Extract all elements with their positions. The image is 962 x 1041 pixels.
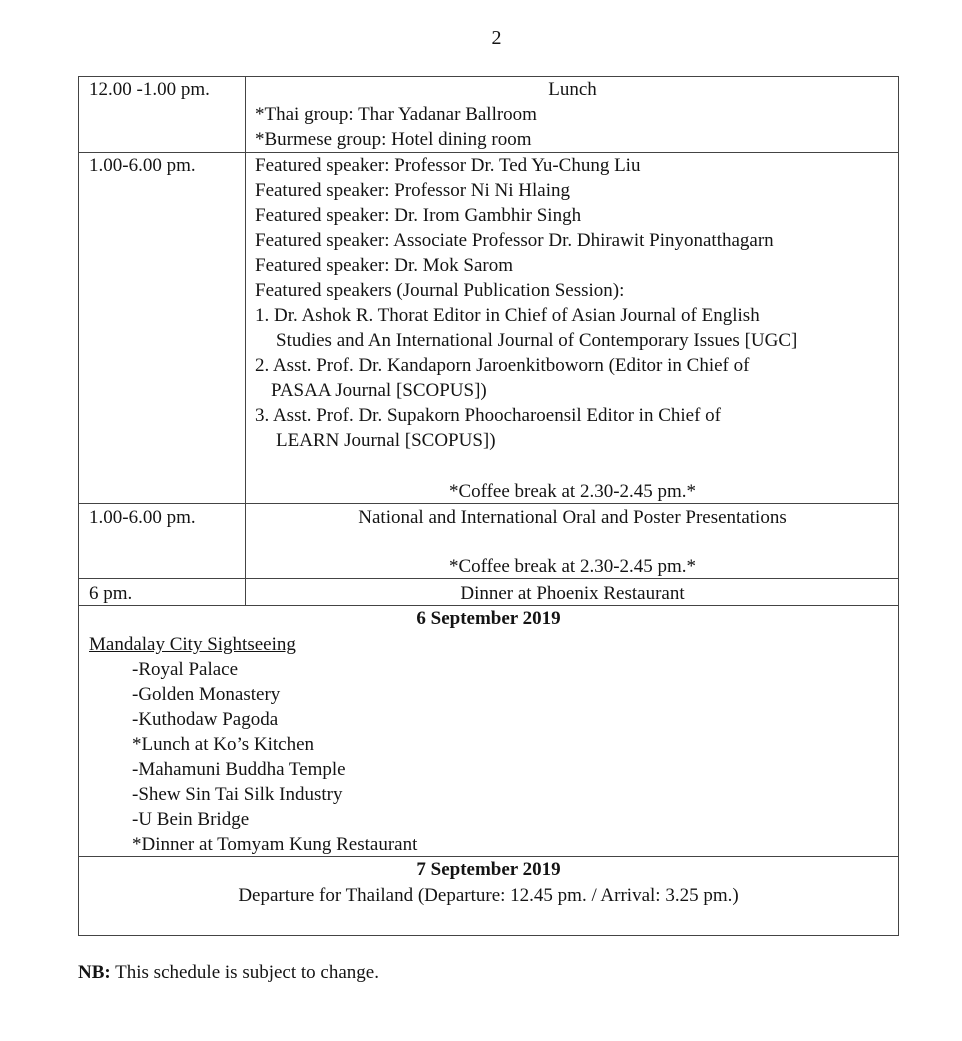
list-item: -Golden Monastery (132, 684, 281, 705)
note-label: NB: (78, 962, 111, 983)
note-text: This schedule is subject to change. (110, 962, 379, 983)
schedule-note (78, 960, 379, 985)
list-item: -Shew Sin Tai Silk Industry (132, 784, 343, 805)
journal-speaker-line: PASAA Journal [SCOPUS]) (271, 380, 487, 401)
detail-line: *Thai group: Thar Yadanar Ballroom (255, 104, 537, 125)
page-number: 2 (491, 27, 502, 49)
sightseeing-block (89, 632, 417, 857)
time-cell: 6 pm. (89, 583, 133, 604)
list-item: -Kuthodaw Pagoda (132, 709, 279, 730)
speaker-line: Featured speaker: Dr. Mok Sarom (255, 255, 514, 276)
journal-speaker-line: 3. Asst. Prof. Dr. Supakorn Phoocharoensil Editor in Chief of (255, 405, 721, 426)
list-item: -Royal Palace (132, 659, 239, 680)
journal-speaker-line: Studies and An International Journal of Contemporary Issues [UGC] (276, 330, 798, 351)
speaker-list (255, 153, 797, 453)
time-cell: 12.00 -1.00 pm. (89, 79, 210, 100)
session-title: Lunch (548, 79, 597, 100)
list-item: -U Bein Bridge (132, 809, 250, 830)
departure-text: Departure for Thailand (Departure: 12.45 pm. / Arrival: 3.25 pm.) (238, 885, 739, 906)
session-details (255, 102, 537, 152)
speaker-line: Featured speakers (Journal Publication Session): (255, 280, 625, 301)
sightseeing-list (89, 657, 417, 857)
speaker-line: Featured speaker: Dr. Irom Gambhir Singh (255, 205, 582, 226)
schedule-table (78, 76, 899, 936)
journal-speaker-line: 1. Dr. Ashok R. Thorat Editor in Chief of Asian Journal of English (255, 305, 760, 326)
date-heading: 7 September 2019 (416, 859, 561, 880)
coffee-break-note: *Coffee break at 2.30-2.45 pm.* (448, 556, 697, 577)
journal-speaker-line: LEARN Journal [SCOPUS]) (276, 430, 496, 451)
date-heading: 6 September 2019 (416, 608, 561, 629)
time-cell: 1.00-6.00 pm. (89, 507, 196, 528)
speaker-line: Featured speaker: Professor Ni Ni Hlaing (255, 180, 571, 201)
journal-speaker-line: 2. Asst. Prof. Dr. Kandaporn Jaroenkitboworn (Editor in Chief of (255, 355, 750, 376)
detail-line: *Burmese group: Hotel dining room (255, 129, 532, 150)
time-cell: 1.00-6.00 pm. (89, 155, 196, 176)
speaker-line: Featured speaker: Professor Dr. Ted Yu-Chung Liu (255, 155, 641, 176)
session-title: Dinner at Phoenix Restaurant (460, 583, 685, 604)
session-title: National and International Oral and Poster Presentations (358, 507, 787, 528)
table-border-bottom (78, 935, 899, 936)
coffee-break-note: *Coffee break at 2.30-2.45 pm.* (448, 481, 697, 502)
list-item: *Dinner at Tomyam Kung Restaurant (132, 834, 418, 855)
sightseeing-heading: Mandalay City Sightseeing (89, 634, 296, 655)
list-item: -Mahamuni Buddha Temple (132, 759, 346, 780)
table-border-left (78, 76, 79, 936)
list-item: *Lunch at Ko’s Kitchen (132, 734, 315, 755)
speaker-line: Featured speaker: Associate Professor Dr. Dhirawit Pinyonatthagarn (255, 230, 774, 251)
